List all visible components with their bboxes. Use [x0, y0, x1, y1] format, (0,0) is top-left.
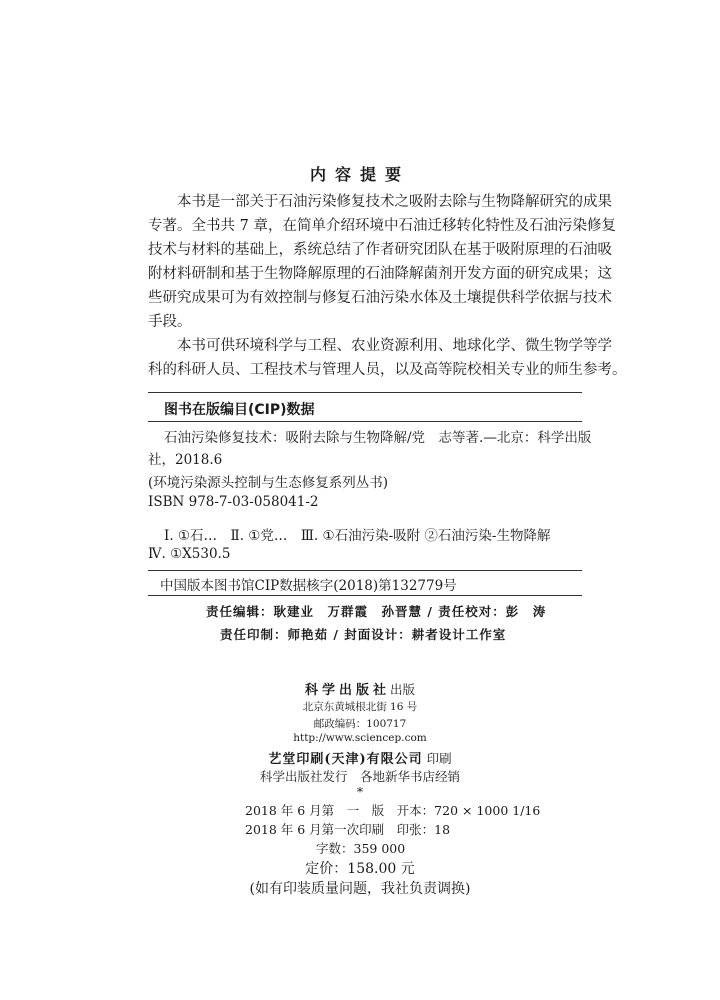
summary-line: 些研究成果可为有效控制与修复石油污染水体及土壤提供科学依据与技术: [148, 290, 612, 306]
publisher-url: http://www.sciencep.com: [293, 732, 427, 744]
editors-credit: 责任编辑：耿建业 万群霞 孙晋慧 / 责任校对：彭 涛: [206, 604, 547, 619]
production-credit: 责任印制：师艳茹 / 封面设计：耕者设计工作室: [220, 627, 507, 642]
summary-line: 手段。: [148, 314, 192, 330]
printer-line: [0, 748, 720, 767]
printing-info: 2018 年 6 月第一次印刷 印张：18: [245, 822, 451, 837]
summary-line: 本书可供环境科学与工程、农业资源利用、地球化学、微生物学等学: [177, 338, 612, 354]
summary-line: 本书是一部关于石油污染修复技术之吸附去除与生物降解研究的成果: [177, 194, 612, 210]
summary-paragraph-2: [148, 334, 627, 382]
cip-classification: Ⅳ. ①X530.5: [148, 546, 231, 562]
divider: [148, 421, 582, 422]
summary-line: 专著。全书共 7 章，在简单介绍环境中石油迁移转化特性及石油污染修复: [148, 218, 616, 234]
divider: [148, 392, 582, 393]
publisher-line: [0, 679, 720, 698]
publisher-postcode: 邮政编码：100717: [313, 718, 407, 730]
distribution-line: 科学出版社发行 各地新华书店经销: [259, 769, 460, 784]
divider: [148, 570, 582, 571]
summary-line: 附材料研制和基于生物降解原理的石油降解菌剂开发方面的研究成果；这: [148, 266, 612, 282]
cip-heading: 图书在版编目(CIP)数据: [164, 402, 315, 418]
summary-title: 内容提要: [309, 165, 410, 184]
summary-line: 技术与材料的基础上，系统总结了作者研究团队在基于吸附原理的石油吸: [148, 242, 612, 258]
separator-asterisk: *: [356, 784, 364, 799]
cip-isbn: ISBN 978-7-03-058041-2: [148, 494, 319, 510]
word-count: 字数：359 000: [316, 841, 406, 856]
cip-entry-line: 社，2018.6: [148, 452, 223, 468]
cip-classification: Ⅰ. ①石… Ⅱ. ①党… Ⅲ. ①石油污染-吸附 ②石油污染-生物降解: [164, 528, 551, 544]
publisher-address: 北京东黄城根北街 16 号: [302, 701, 418, 713]
summary-paragraph-1: [148, 190, 616, 334]
price: 定价：158.00 元: [305, 861, 415, 877]
publisher-seal: 科学出版社: [304, 683, 390, 698]
divider: [148, 595, 582, 596]
summary-line: 科的科研人员、工程技术与管理人员，以及高等院校相关专业的师生参考。: [148, 362, 627, 378]
printer-action: 印刷: [426, 751, 452, 766]
quality-note: (如有印装质量问题，我社负责调换): [249, 881, 471, 897]
cip-record-number: 中国版本图书馆CIP数据核字(2018)第132779号: [160, 578, 457, 594]
publisher-action: 出版: [390, 682, 416, 697]
edition-info: 2018 年 6 月第 一 版 开本：720 × 1000 1/16: [245, 803, 541, 818]
printer-seal: 艺堂印刷(天津)有限公司: [268, 752, 423, 767]
cip-entry-line: 石油污染修复技术：吸附去除与生物降解/党 志等著.—北京：科学出版: [164, 430, 592, 446]
cip-series: (环境污染源头控制与生态修复系列丛书): [148, 475, 389, 491]
